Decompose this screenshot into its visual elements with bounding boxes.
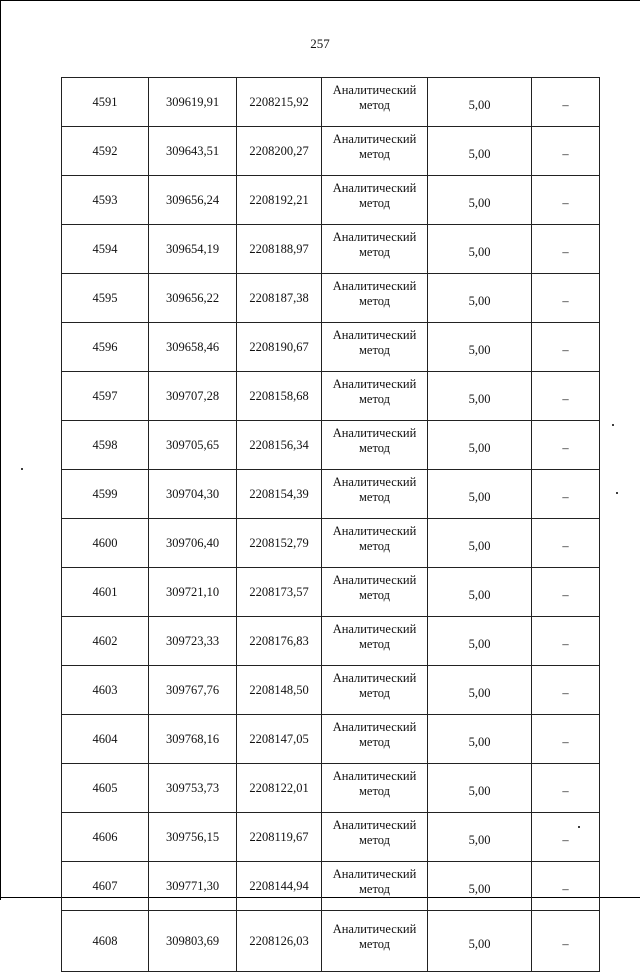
method-label-line1: Аналитический bbox=[332, 279, 417, 293]
point-number-cell: 4595 bbox=[62, 274, 149, 323]
y-coordinate-cell: 2208188,97 bbox=[237, 225, 322, 274]
point-number-cell: 4602 bbox=[62, 617, 149, 666]
note-cell: – bbox=[532, 127, 600, 176]
method-label-line2: метод bbox=[358, 833, 390, 847]
method-label-line2: метод bbox=[358, 441, 390, 455]
method-cell bbox=[322, 372, 428, 421]
x-coordinate-cell: 309771,30 bbox=[149, 862, 237, 911]
method-label-line2: метод bbox=[358, 937, 390, 951]
precision-cell: 5,00 bbox=[428, 176, 532, 225]
method-cell bbox=[322, 519, 428, 568]
point-number-cell: 4608 bbox=[62, 911, 149, 972]
precision-cell: 5,00 bbox=[428, 617, 532, 666]
precision-cell: 5,00 bbox=[428, 911, 532, 972]
table-row bbox=[62, 421, 600, 470]
method-cell bbox=[322, 78, 428, 127]
x-coordinate-cell: 309767,76 bbox=[149, 666, 237, 715]
note-cell: – bbox=[532, 470, 600, 519]
precision-cell: 5,00 bbox=[428, 813, 532, 862]
method-label-line1: Аналитический bbox=[332, 573, 417, 587]
precision-cell: 5,00 bbox=[428, 519, 532, 568]
method-cell bbox=[322, 323, 428, 372]
y-coordinate-cell: 2208158,68 bbox=[237, 372, 322, 421]
y-coordinate-cell: 2208187,38 bbox=[237, 274, 322, 323]
x-coordinate-cell: 309768,16 bbox=[149, 715, 237, 764]
table-row bbox=[62, 470, 600, 519]
x-coordinate-cell: 309654,19 bbox=[149, 225, 237, 274]
method-label-line1: Аналитический bbox=[332, 524, 417, 538]
table-row bbox=[62, 617, 600, 666]
precision-cell: 5,00 bbox=[428, 127, 532, 176]
table-row bbox=[62, 176, 600, 225]
note-cell: – bbox=[532, 862, 600, 911]
scan-speck bbox=[21, 468, 23, 470]
method-label-line1: Аналитический bbox=[332, 230, 417, 244]
method-label-line2: метод bbox=[358, 392, 390, 406]
method-label-line1: Аналитический bbox=[332, 769, 417, 783]
note-cell: – bbox=[532, 666, 600, 715]
x-coordinate-cell: 309707,28 bbox=[149, 372, 237, 421]
x-coordinate-cell: 309706,40 bbox=[149, 519, 237, 568]
point-number-cell: 4605 bbox=[62, 764, 149, 813]
point-number-cell: 4598 bbox=[62, 421, 149, 470]
y-coordinate-cell: 2208192,21 bbox=[237, 176, 322, 225]
table-row bbox=[62, 911, 600, 972]
table-row bbox=[62, 813, 600, 862]
method-label-line2: метод bbox=[358, 343, 390, 357]
table-row bbox=[62, 372, 600, 421]
table-row bbox=[62, 764, 600, 813]
y-coordinate-cell: 2208126,03 bbox=[237, 911, 322, 972]
note-cell: – bbox=[532, 274, 600, 323]
method-cell bbox=[322, 715, 428, 764]
y-coordinate-cell: 2208119,67 bbox=[237, 813, 322, 862]
precision-cell: 5,00 bbox=[428, 470, 532, 519]
method-cell bbox=[322, 666, 428, 715]
scan-edge-top bbox=[0, 0, 640, 1]
x-coordinate-cell: 309658,46 bbox=[149, 323, 237, 372]
note-cell: – bbox=[532, 372, 600, 421]
method-label-line2: метод bbox=[358, 196, 390, 210]
y-coordinate-cell: 2208215,92 bbox=[237, 78, 322, 127]
method-label-line1: Аналитический bbox=[332, 720, 417, 734]
method-label-line1: Аналитический bbox=[332, 818, 417, 832]
y-coordinate-cell: 2208122,01 bbox=[237, 764, 322, 813]
method-label-line1: Аналитический bbox=[332, 475, 417, 489]
method-label-line1: Аналитический bbox=[332, 181, 417, 195]
x-coordinate-cell: 309705,65 bbox=[149, 421, 237, 470]
coordinates-table bbox=[61, 77, 600, 972]
method-label-line1: Аналитический bbox=[332, 622, 417, 636]
x-coordinate-cell: 309704,30 bbox=[149, 470, 237, 519]
note-cell: – bbox=[532, 617, 600, 666]
point-number-cell: 4604 bbox=[62, 715, 149, 764]
method-label-line1: Аналитический bbox=[332, 377, 417, 391]
point-number-cell: 4607 bbox=[62, 862, 149, 911]
method-label-line1: Аналитический bbox=[332, 132, 417, 146]
scan-speck bbox=[612, 424, 614, 426]
method-label-line2: метод bbox=[358, 735, 390, 749]
method-label-line2: метод bbox=[358, 686, 390, 700]
y-coordinate-cell: 2208152,79 bbox=[237, 519, 322, 568]
method-cell bbox=[322, 127, 428, 176]
table-row bbox=[62, 519, 600, 568]
note-cell: – bbox=[532, 764, 600, 813]
method-cell bbox=[322, 176, 428, 225]
x-coordinate-cell: 309756,15 bbox=[149, 813, 237, 862]
note-cell: – bbox=[532, 911, 600, 972]
method-label-line1: Аналитический bbox=[332, 426, 417, 440]
x-coordinate-cell: 309753,73 bbox=[149, 764, 237, 813]
y-coordinate-cell: 2208176,83 bbox=[237, 617, 322, 666]
note-cell: – bbox=[532, 568, 600, 617]
note-cell: – bbox=[532, 323, 600, 372]
note-cell: – bbox=[532, 519, 600, 568]
y-coordinate-cell: 2208147,05 bbox=[237, 715, 322, 764]
coordinates-table-body bbox=[62, 78, 600, 972]
note-cell: – bbox=[532, 78, 600, 127]
point-number-cell: 4592 bbox=[62, 127, 149, 176]
x-coordinate-cell: 309656,22 bbox=[149, 274, 237, 323]
precision-cell: 5,00 bbox=[428, 666, 532, 715]
x-coordinate-cell: 309723,33 bbox=[149, 617, 237, 666]
method-label-line1: Аналитический bbox=[332, 328, 417, 342]
method-cell bbox=[322, 568, 428, 617]
method-cell bbox=[322, 911, 428, 972]
x-coordinate-cell: 309619,91 bbox=[149, 78, 237, 127]
y-coordinate-cell: 2208148,50 bbox=[237, 666, 322, 715]
method-cell bbox=[322, 421, 428, 470]
method-label-line2: метод bbox=[358, 637, 390, 651]
method-label-line1: Аналитический bbox=[332, 671, 417, 685]
method-label-line2: метод bbox=[358, 784, 390, 798]
precision-cell: 5,00 bbox=[428, 568, 532, 617]
method-label-line1: Аналитический bbox=[332, 83, 417, 97]
y-coordinate-cell: 2208190,67 bbox=[237, 323, 322, 372]
note-cell: – bbox=[532, 813, 600, 862]
point-number-cell: 4603 bbox=[62, 666, 149, 715]
x-coordinate-cell: 309643,51 bbox=[149, 127, 237, 176]
y-coordinate-cell: 2208144,94 bbox=[237, 862, 322, 911]
precision-cell: 5,00 bbox=[428, 764, 532, 813]
table-row bbox=[62, 862, 600, 911]
y-coordinate-cell: 2208156,34 bbox=[237, 421, 322, 470]
point-number-cell: 4600 bbox=[62, 519, 149, 568]
precision-cell: 5,00 bbox=[428, 78, 532, 127]
table-row bbox=[62, 225, 600, 274]
precision-cell: 5,00 bbox=[428, 421, 532, 470]
precision-cell: 5,00 bbox=[428, 862, 532, 911]
y-coordinate-cell: 2208173,57 bbox=[237, 568, 322, 617]
method-label-line2: метод bbox=[358, 294, 390, 308]
note-cell: – bbox=[532, 176, 600, 225]
method-cell bbox=[322, 617, 428, 666]
method-label-line2: метод bbox=[358, 539, 390, 553]
method-cell bbox=[322, 862, 428, 911]
method-label-line1: Аналитический bbox=[332, 922, 417, 936]
point-number-cell: 4601 bbox=[62, 568, 149, 617]
x-coordinate-cell: 309721,10 bbox=[149, 568, 237, 617]
table-row bbox=[62, 568, 600, 617]
point-number-cell: 4596 bbox=[62, 323, 149, 372]
precision-cell: 5,00 bbox=[428, 225, 532, 274]
method-label-line2: метод bbox=[358, 147, 390, 161]
point-number-cell: 4599 bbox=[62, 470, 149, 519]
precision-cell: 5,00 bbox=[428, 372, 532, 421]
point-number-cell: 4606 bbox=[62, 813, 149, 862]
method-label-line1: Аналитический bbox=[332, 867, 417, 881]
method-cell bbox=[322, 470, 428, 519]
scan-speck bbox=[578, 826, 580, 828]
method-label-line2: метод bbox=[358, 588, 390, 602]
x-coordinate-cell: 309656,24 bbox=[149, 176, 237, 225]
method-cell bbox=[322, 813, 428, 862]
method-label-line2: метод bbox=[358, 490, 390, 504]
method-cell bbox=[322, 764, 428, 813]
table-row bbox=[62, 323, 600, 372]
precision-cell: 5,00 bbox=[428, 274, 532, 323]
page-number: 257 bbox=[310, 36, 330, 51]
precision-cell: 5,00 bbox=[428, 323, 532, 372]
point-number-cell: 4594 bbox=[62, 225, 149, 274]
method-label-line2: метод bbox=[358, 882, 390, 896]
method-label-line2: метод bbox=[358, 98, 390, 112]
scan-speck bbox=[616, 492, 618, 494]
table-row bbox=[62, 666, 600, 715]
note-cell: – bbox=[532, 421, 600, 470]
point-number-cell: 4597 bbox=[62, 372, 149, 421]
table-row bbox=[62, 715, 600, 764]
table-row bbox=[62, 274, 600, 323]
table-row bbox=[62, 78, 600, 127]
point-number-cell: 4591 bbox=[62, 78, 149, 127]
x-coordinate-cell: 309803,69 bbox=[149, 911, 237, 972]
point-number-cell: 4593 bbox=[62, 176, 149, 225]
y-coordinate-cell: 2208200,27 bbox=[237, 127, 322, 176]
note-cell: – bbox=[532, 715, 600, 764]
y-coordinate-cell: 2208154,39 bbox=[237, 470, 322, 519]
scan-edge-left bbox=[0, 0, 1, 900]
method-cell bbox=[322, 225, 428, 274]
method-label-line2: метод bbox=[358, 245, 390, 259]
precision-cell: 5,00 bbox=[428, 715, 532, 764]
note-cell: – bbox=[532, 225, 600, 274]
table-row bbox=[62, 127, 600, 176]
method-cell bbox=[322, 274, 428, 323]
